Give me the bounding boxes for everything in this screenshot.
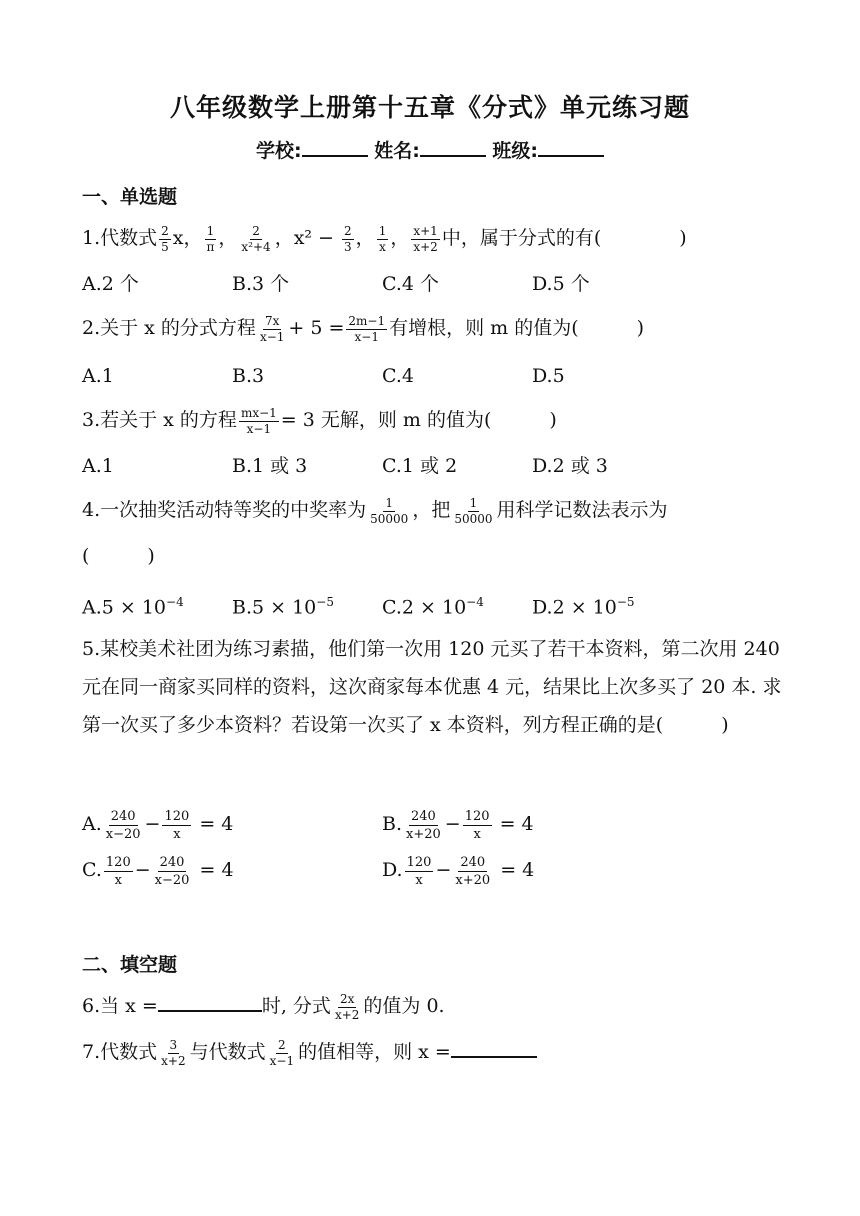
q2-fraction-1: $\frac{7x}{x-1}$ — [259, 313, 285, 344]
q5-option-d[interactable]: D. $\frac{120}{x}$ − $\frac{240}{x+20}$ = 4 — [382, 854, 535, 888]
q5-option-a[interactable]: A. $\frac{240}{x-20}$ − $\frac{120}{x}$ = 4 — [82, 808, 234, 842]
q1-option-c[interactable]: C.4 个 — [382, 273, 440, 295]
q1-option-d[interactable]: D.5 个 — [532, 273, 590, 295]
question-6: 6.当 x = 时, 分式 $\frac{2x}{x+2}$ 的值为 0. — [82, 991, 445, 1022]
q1-suffix: 中，属于分式的有( — [441, 227, 602, 249]
q5-option-c[interactable]: C. $\frac{120}{x}$ − $\frac{240}{x-20}$ = 4 — [82, 854, 234, 888]
q2-option-b[interactable]: B.3 — [232, 365, 265, 387]
q1-fraction-3: $\frac{2}{\text{x²+4}}$ — [241, 223, 271, 254]
school-blank[interactable] — [302, 137, 368, 157]
student-info-line — [0, 136, 860, 163]
school-label: 学校: — [255, 140, 302, 162]
q4-option-c[interactable]: $C.2 \times 10^{-4}$ — [382, 595, 484, 619]
question-3: 3.若关于 x 的方程 $\frac{mx-1}{x-1}$ = 3 无解，则 m 的值为( ) — [82, 405, 557, 436]
question-4: 4.一次抽奖活动特等奖的中奖率为 $\frac{1}{50000}$ ，把 $\frac{1}{50000}$ 用科学记数法表示为 — [82, 495, 668, 526]
q4-option-b[interactable]: $B.5 \times 10^{-5}$ — [232, 595, 334, 619]
q4-option-d[interactable]: $D.2 \times 10^{-5}$ — [532, 595, 635, 619]
question-2: 2.关于 x 的分式方程 $\frac{7x}{x-1}$ + 5 = $\frac{2m-1}{x-1}$ 有增根，则 m 的值为( ) — [82, 313, 645, 344]
class-blank[interactable] — [538, 137, 604, 157]
q6-answer-blank[interactable] — [158, 992, 262, 1012]
q3-fraction-1: $\frac{mx-1}{x-1}$ — [240, 405, 277, 436]
page-title: 八年级数学上册第十五章《分式》单元练习题 — [169, 93, 690, 122]
q1-fraction-5: $\frac{1}{x}$ — [378, 223, 387, 254]
q1-fraction-4: $\frac{2}{3}$ — [344, 223, 352, 254]
question-5: 5.某校美术社团为练习素描，他们第一次用 120 元买了若干本资料，第二次用 240 元在同一商家买同样的资料，这次商家每本优惠 4 元，结果比上次多买了 20 本. 求第一次买了多少本资料？若设第一次买了 x 本资料，列方程正确的是( ) — [82, 638, 782, 736]
name-label: 姓名: — [374, 140, 420, 162]
q3-option-c[interactable]: C.1 或 2 — [382, 455, 458, 477]
q3-option-b[interactable]: B.1 或 3 — [232, 455, 308, 477]
q1-prefix: 1.代数式 — [82, 227, 158, 249]
q1-option-a[interactable]: A.2 个 — [82, 273, 139, 295]
q3-option-a[interactable]: A.1 — [82, 455, 114, 477]
q3-option-d[interactable]: D.2 或 3 — [532, 455, 608, 477]
q7-answer-blank[interactable] — [451, 1038, 537, 1058]
q1-fraction-1: $\frac{2}{5}$ — [161, 223, 169, 254]
q1-option-b[interactable]: B.3 个 — [232, 273, 290, 295]
q1-fraction-6: $\frac{x+1}{x+2}$ — [413, 223, 438, 254]
q2-option-d[interactable]: D.5 — [532, 365, 565, 387]
q4-option-a[interactable]: $A.5 \times 10^{-4}$ — [82, 595, 184, 619]
class-label: 班级: — [492, 140, 539, 162]
q2-option-c[interactable]: C.4 — [382, 365, 414, 387]
q1-fraction-2: $\frac{1}{\pi}$ — [206, 223, 215, 254]
q7-fraction-1: $\frac{3}{x+2}$ — [161, 1037, 186, 1068]
q2-option-a[interactable]: A.1 — [82, 365, 114, 387]
q5-option-b[interactable]: B. $\frac{240}{x+20}$ − $\frac{120}{x}$ = 4 — [382, 808, 534, 842]
question-4-line2: ( ) — [82, 545, 155, 567]
section-heading-single-choice: 一、单选题 — [82, 186, 178, 208]
section-heading-fill-blank: 二、填空题 — [82, 954, 178, 976]
q6-fraction: $\frac{2x}{x+2}$ — [334, 991, 360, 1022]
question-7: 7.代数式 $\frac{3}{x+2}$ 与代数式 $\frac{2}{x-1}$ 的值相等，则 x = — [82, 1036, 537, 1068]
q7-fraction-2: $\frac{2}{x-1}$ — [269, 1037, 295, 1068]
q4-fraction-1: $\frac{1}{50000}$ — [370, 495, 409, 526]
question-1: 1.代数式 $\frac{2}{5}$ x， $\frac{1}{\pi}$ ， $\frac{2}{\text{x²+4}}$ ，x² − $\frac{2}{3}$ ， $\frac{1}{x}$ ， $\frac{x+1}{x+2}$ 中，属于分式的有( ) — [82, 223, 687, 254]
q4-fraction-2: $\frac{1}{50000}$ — [454, 495, 493, 526]
name-blank[interactable] — [420, 137, 486, 157]
q2-fraction-2: $\frac{2m-1}{x-1}$ — [348, 313, 386, 344]
